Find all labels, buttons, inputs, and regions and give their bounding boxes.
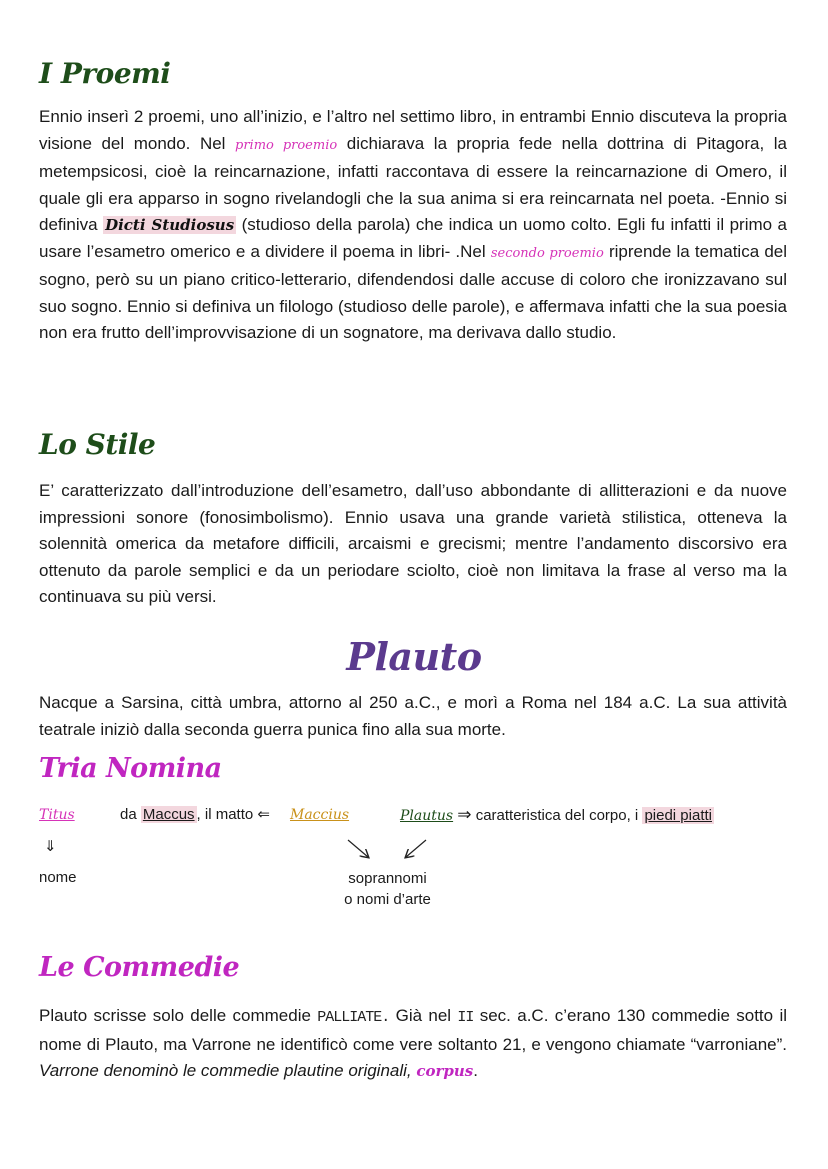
heading-plauto: Plauto <box>346 634 482 679</box>
heading-tria-nomina: Tria Nomina <box>39 753 222 784</box>
name-maccus: Maccus <box>142 806 195 823</box>
handwritten-primo-proemio: primo proemio <box>235 137 338 153</box>
right-arrow-icon: ⇒ <box>457 805 472 824</box>
name-plautus: Plautus <box>400 808 454 824</box>
label-soprannomi: soprannomi <box>348 870 427 887</box>
text-segment: da <box>120 806 141 823</box>
text-segment: sec. a.C. c’erano 130 commedie sotto il nome di Plauto, ma Varrone ne identificò come vere soltanto 21, e vengono chiamate “varroniane”. <box>39 1006 787 1054</box>
text-segment: . <box>473 1061 478 1080</box>
text-segment: riprende la tematica del sogno, però su un piano critico-letterario, difendendosi dalle accuse di coloro che ironizzavano sul suo sogno. Ennio si definiva un filologo (studioso delle parole), e affermava infatti che la sua poesia non era frutto dell’improvvisazione di un sognatore, ma derivava dallo studio. <box>39 241 788 342</box>
roman-numeral: II <box>457 1009 474 1026</box>
heading-commedie: Le Commedie <box>39 952 240 983</box>
paragraph-stile: E’ caratterizzato dall’introduzione dell’esametro, dall’uso abbondante di allitterazioni e da nuove impressioni sonore (fonosimbolismo). Ennio usava una grande varietà stilistica, otteneva la solennità omerica da metafore difficili, arcaismi e grecismi; mentre l’andamento discorsivo era ottenuto da parole semplici e da un periodare sciolto, cioè non limitava la frase al verso ma la continuava su più versi. <box>39 481 787 606</box>
name-maccius: Maccius <box>290 807 350 823</box>
arrow-icon <box>348 840 368 857</box>
text-segment: Plauto scrisse solo delle commedie <box>39 1006 318 1025</box>
piedi-piatti: piedi piatti <box>644 807 712 824</box>
text-segment: Già nel <box>389 1006 458 1025</box>
left-arrow-icon: ⇐ <box>257 806 270 823</box>
heading-stile: Lo Stile <box>39 428 156 461</box>
text-segment: , il matto <box>196 806 258 823</box>
arrow-icon <box>406 840 426 857</box>
paragraph-commedie <box>39 1003 787 1085</box>
handwritten-secondo-proemio: secondo proemio <box>490 245 604 261</box>
text-segment: (studioso della parola) che indica un uomo colto. Egli fu infatti il primo a usare l’esametro omerico e a dividere il poema in libri- .Nel <box>39 215 787 261</box>
text-segment: dichiarava la propria fede nella dottrina di Pitagora, la metempsicosi, cioè la reincarnazione, infatti raccontava di essere la reincarnazione di Omero, il quale gli era apparso in sogno rivelandogli che la sua anima si era reincarnata nel poeta. -Ennio si definiva <box>39 133 787 234</box>
text-segment: caratteristica del corpo, i <box>475 807 643 824</box>
handwritten-palliate: PALLIATE. <box>317 1009 390 1026</box>
paragraph-plauto: Nacque a Sarsina, città umbra, attorno al 250 a.C., e morì a Roma nel 184 a.C. La sua attività teatrale iniziò dalla seconda guerra punica fino alla sua morte. <box>39 693 787 739</box>
name-titus: Titus <box>39 807 75 823</box>
handwritten-corpus: corpus <box>416 1062 474 1080</box>
text-italic: Varrone denominò le commedie plautine originali, <box>39 1061 417 1080</box>
down-arrow-icon: ⇓ <box>44 838 57 855</box>
text-segment: Ennio inserì 2 proemi, uno all’inizio, e l’altro nel settimo libro, in entrambi Ennio discuteva la propria visione del mondo. Nel <box>39 107 787 153</box>
label-nome: nome <box>39 869 77 886</box>
heading-proemi: I Proemi <box>39 57 171 90</box>
label-nomi-arte: o nomi d’arte <box>344 891 431 908</box>
handwritten-dicti-studiosus: Dicti Studiosus <box>105 216 235 234</box>
